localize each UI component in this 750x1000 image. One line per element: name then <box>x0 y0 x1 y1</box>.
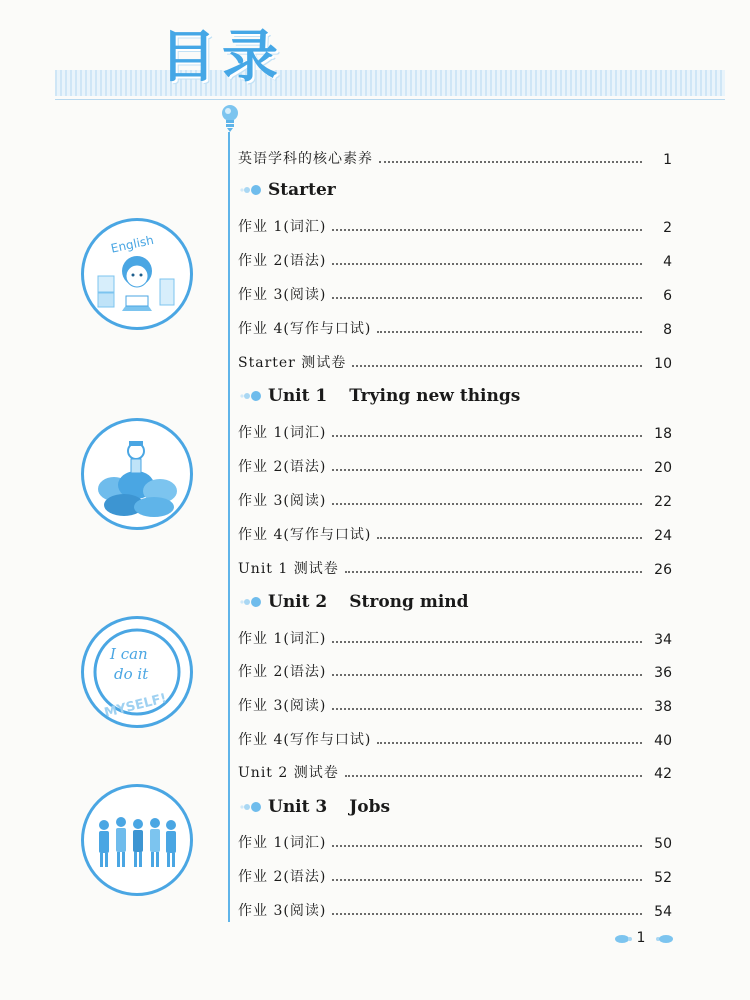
toc-entry-label: 作业 1(词汇) <box>238 835 327 851</box>
illustration-jobs <box>81 784 193 896</box>
toc-entry-page: 6 <box>663 288 672 304</box>
toc-entry[interactable] <box>238 520 672 544</box>
leader-dots <box>332 845 642 847</box>
page-number: 1 <box>636 930 646 946</box>
section-unit: Starter <box>268 180 336 200</box>
toc-entry-page: 8 <box>663 322 672 338</box>
toc-entry-page: 26 <box>654 562 672 578</box>
toc-entry-page: 42 <box>654 766 672 782</box>
toc-entry[interactable] <box>238 280 672 304</box>
toc-entry-label: 作业 4(写作与口试) <box>238 321 372 337</box>
toc-entry-page: 4 <box>663 254 672 270</box>
section-unit: Unit 3 <box>268 797 328 817</box>
leader-dots <box>377 331 642 333</box>
workers-group-icon <box>84 787 190 893</box>
section-unit: Unit 1 <box>268 386 328 406</box>
toc-entry-label: 作业 1(词汇) <box>238 631 327 647</box>
toc-entry-page: 1 <box>663 152 672 168</box>
toc-entry-page: 40 <box>654 733 672 749</box>
toc-entry-page: 54 <box>654 904 672 920</box>
header-band <box>55 70 725 96</box>
leader-dots <box>332 297 642 299</box>
leader-dots <box>352 365 642 367</box>
toc-entry-label: 作业 1(词汇) <box>238 219 327 235</box>
leader-dots <box>332 879 642 881</box>
toc-entry-label: 作业 4(写作与口试) <box>238 732 372 748</box>
toc-entry-page: 36 <box>654 665 672 681</box>
toc-entry-page: 50 <box>654 836 672 852</box>
section-bullet-icon <box>240 184 262 196</box>
leader-dots <box>332 229 642 231</box>
toc-entry[interactable] <box>238 828 672 852</box>
toc-entry-label: 作业 2(语法) <box>238 253 327 269</box>
section-heading-unit-2 <box>240 589 469 615</box>
toc-entry[interactable] <box>238 691 672 715</box>
toc-entry-label: 作业 3(阅读) <box>238 287 327 303</box>
toc-entry-label: Unit 1 测试卷 <box>238 561 339 577</box>
toc-entry-page: 38 <box>654 699 672 715</box>
illustration-english-child <box>81 218 193 330</box>
child-reading-icon <box>84 221 190 327</box>
toc-entry[interactable] <box>238 314 672 338</box>
toc-entry-label: 作业 3(阅读) <box>238 698 327 714</box>
leader-dots <box>379 161 642 163</box>
toc-entry-page: 20 <box>654 460 672 476</box>
badge-line-2: do it <box>114 665 149 683</box>
leader-dots <box>345 775 642 777</box>
illustration-rocks <box>81 418 193 530</box>
toc-entry[interactable] <box>238 624 672 648</box>
toc-entry-page: 2 <box>663 220 672 236</box>
toc-entry[interactable] <box>238 348 672 372</box>
leader-dots <box>332 469 642 471</box>
toc-entry-label: 作业 2(语法) <box>238 869 327 885</box>
toc-entry-label: 作业 3(阅读) <box>238 493 327 509</box>
section-title: Trying new things <box>349 386 521 406</box>
toc-entry-page: 24 <box>654 528 672 544</box>
climber-on-rocks-icon <box>84 421 190 527</box>
toc-entry-intro[interactable] <box>238 144 672 168</box>
toc-entry[interactable] <box>238 862 672 886</box>
leader-dots <box>332 708 642 710</box>
toc-entry-label: 英语学科的核心素养 <box>238 151 373 167</box>
english-text: English <box>109 232 155 256</box>
toc-vertical-line <box>228 132 230 922</box>
toc-entry-label: Starter 测试卷 <box>238 355 347 371</box>
leader-dots <box>332 913 642 915</box>
page-title: 目录 <box>160 25 284 90</box>
toc-entry[interactable] <box>238 452 672 476</box>
toc-entry-label: 作业 1(词汇) <box>238 425 327 441</box>
toc-entry-page: 10 <box>654 356 672 372</box>
i-can-do-it-badge-icon <box>84 619 190 725</box>
toc-entry-label: 作业 2(语法) <box>238 664 327 680</box>
leader-dots <box>332 674 642 676</box>
toc-entry[interactable] <box>238 657 672 681</box>
section-heading-unit-3 <box>240 794 390 820</box>
toc-entry[interactable] <box>238 554 672 578</box>
toc-entry-label: 作业 4(写作与口试) <box>238 527 372 543</box>
toc-entry[interactable] <box>238 246 672 270</box>
toc-entry[interactable] <box>238 212 672 236</box>
illustration-badge <box>81 616 193 728</box>
toc-entry-page: 52 <box>654 870 672 886</box>
toc-entry[interactable] <box>238 725 672 749</box>
leader-dots <box>332 503 642 505</box>
leader-dots <box>377 537 642 539</box>
toc-entry[interactable] <box>238 486 672 510</box>
badge-line-3: MYSELF! <box>102 691 169 722</box>
leader-dots <box>377 742 642 744</box>
section-heading-unit-1 <box>240 383 520 409</box>
section-bullet-icon <box>240 801 262 813</box>
toc-entry-page: 34 <box>654 632 672 648</box>
toc-entry[interactable] <box>238 418 672 442</box>
leader-dots <box>332 263 642 265</box>
badge-line-1: I can <box>110 645 148 663</box>
lightbulb-icon <box>219 103 241 133</box>
toc-entry[interactable] <box>238 758 672 782</box>
toc-entry-label: 作业 2(语法) <box>238 459 327 475</box>
section-unit: Unit 2 <box>268 592 328 612</box>
toc-entry-page: 22 <box>654 494 672 510</box>
leader-dots <box>345 571 642 573</box>
section-heading-starter <box>240 177 358 203</box>
section-bullet-icon <box>240 596 262 608</box>
section-title: Strong mind <box>349 592 469 612</box>
section-title: Jobs <box>349 797 391 817</box>
toc-entry[interactable] <box>238 896 672 920</box>
toc-entry-label: 作业 3(阅读) <box>238 903 327 919</box>
toc-entry-page: 18 <box>654 426 672 442</box>
section-bullet-icon <box>240 390 262 402</box>
leader-dots <box>332 641 642 643</box>
toc-entry-label: Unit 2 测试卷 <box>238 765 339 781</box>
leader-dots <box>332 435 642 437</box>
